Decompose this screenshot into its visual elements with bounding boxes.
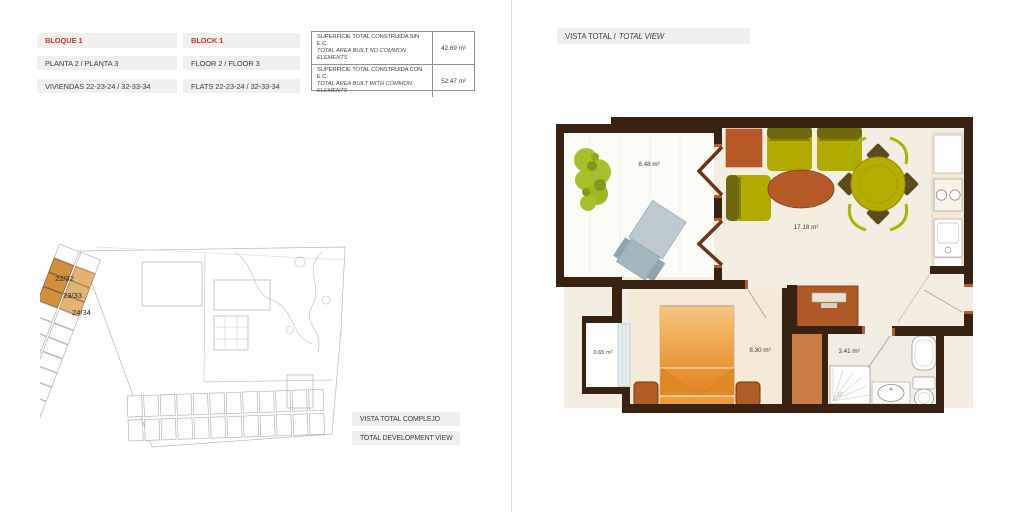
nightstand-icon	[634, 382, 658, 406]
room-area-label-living: 17.18 m²	[793, 224, 819, 231]
armchair-icon	[767, 126, 812, 171]
floor-label-en: FLOOR 2 / FLOOR 3	[183, 56, 300, 70]
sink-icon	[934, 219, 962, 257]
area-label-es: SUPERFICIE TOTAL CONSTRUIDA CON E.C.	[317, 67, 423, 80]
block-label-en: BLOCK 1	[183, 33, 300, 48]
floor-plan	[545, 108, 985, 428]
balcony-window	[618, 324, 630, 386]
dining-set-icon	[837, 138, 919, 230]
bathtub-icon	[912, 336, 936, 370]
room-area-label-terrace: 8.48 m²	[638, 161, 660, 168]
site-garden-paths	[235, 252, 330, 352]
title-es: VISTA TOTAL /	[565, 31, 616, 41]
floor-label-es: PLANTA 2 / PLANTA 3	[37, 56, 177, 70]
area-row-no-common	[312, 32, 474, 64]
area-value: 42.69 m²	[441, 44, 466, 52]
area-value: 52.47 m²	[441, 77, 466, 85]
coffee-table-icon	[768, 170, 834, 208]
area-label-en: TOTAL AREA BUILT NO COMMON ELEMENTS	[317, 48, 406, 61]
site-caption-es: VISTA TOTAL COMPLEJO	[352, 412, 460, 426]
site-caption-en: TOTAL DEVELOPMENT VIEW	[352, 431, 460, 445]
washbasin-icon	[872, 382, 910, 404]
tv-cabinet-icon	[797, 286, 858, 328]
kitchen-counter	[932, 133, 964, 268]
area-label-cell	[312, 65, 433, 97]
area-label-cell	[312, 32, 433, 64]
wardrobe-strip	[792, 334, 822, 404]
area-label-en: TOTAL AREA BUILT WITH COMMON ELEMENTS	[317, 81, 412, 94]
room-area-label-bedroom: 8.30 m²	[749, 347, 771, 354]
area-label-es: SUPERFICIE TOTAL CONSTRUIDA SIN E.C.	[317, 34, 420, 47]
block-label-es: BLOQUE 1	[37, 33, 177, 48]
stove-icon	[934, 179, 962, 211]
site-unit-label: 22/32	[54, 274, 74, 283]
fridge-icon	[934, 135, 962, 173]
title-en: TOTAL VIEW	[618, 31, 665, 41]
surface-area-table	[311, 31, 475, 94]
armchair-icon	[817, 126, 862, 171]
units-label-en: FLATS 22-23-24 / 32-33-34	[183, 79, 300, 93]
site-units-left-row	[40, 244, 101, 429]
shower-icon	[830, 366, 870, 404]
armchair-icon	[726, 175, 771, 221]
nightstand-icon	[736, 382, 760, 406]
page-divider	[511, 0, 512, 512]
area-row-with-common	[312, 64, 474, 97]
site-plan	[40, 235, 352, 461]
site-unit-label: 24/34	[71, 308, 91, 317]
bed-icon	[660, 306, 734, 406]
side-table-icon	[726, 129, 762, 167]
site-units-bottom-row	[127, 389, 324, 441]
units-label-es: VIVIENDAS 22-23-24 / 32-33-34	[37, 79, 177, 93]
total-view-title	[557, 28, 750, 44]
site-courtyard	[142, 262, 313, 408]
site-unit-label: 23/33	[62, 291, 82, 300]
room-area-label-balcony: 0.65 m²	[593, 350, 613, 356]
room-area-label-bathroom: 3.41 m²	[838, 348, 860, 355]
